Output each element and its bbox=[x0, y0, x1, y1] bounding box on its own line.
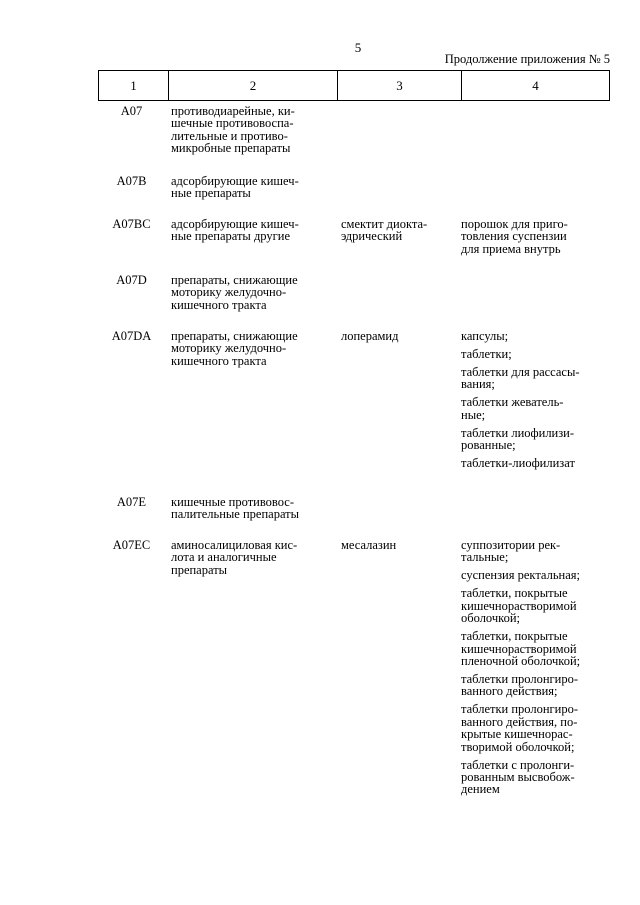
table-row bbox=[98, 274, 610, 311]
dosage-form-line: рованным высвобож- bbox=[461, 770, 575, 785]
dosage-form-line: таблетки жеватель- bbox=[461, 395, 564, 410]
description-line: микробные препараты bbox=[171, 141, 291, 156]
description-line: препараты, снижающие bbox=[171, 329, 298, 343]
table-row bbox=[98, 496, 610, 521]
dosage-form-line: таблетки пролонгиро- bbox=[461, 702, 579, 717]
dosage-form bbox=[461, 673, 610, 698]
dosage-form-line: творимой оболочкой; bbox=[461, 739, 575, 754]
table-row bbox=[98, 218, 610, 261]
dosage-form bbox=[461, 427, 610, 452]
dosage-form-line: суппозитории рек- bbox=[461, 538, 561, 552]
page-number: 5 bbox=[354, 40, 362, 55]
dosage-form-line: оболочкой; bbox=[461, 611, 520, 626]
dosage-form-line: таблетки, покрытые bbox=[461, 629, 568, 644]
table-row bbox=[98, 539, 610, 801]
dosage-form-line: суспензия ректальная; bbox=[461, 568, 580, 583]
group-description bbox=[167, 175, 335, 200]
group-description bbox=[167, 330, 335, 475]
drug-name bbox=[335, 218, 458, 261]
atc-code: A07EC bbox=[112, 538, 151, 552]
table-row bbox=[98, 105, 610, 155]
header-col-4: 4 bbox=[532, 77, 539, 93]
drug-name bbox=[335, 330, 458, 475]
dosage-form-line: товления суспензии bbox=[461, 229, 567, 244]
description-line: палительные препараты bbox=[171, 507, 300, 522]
dosage-forms bbox=[458, 330, 610, 475]
dosage-form bbox=[461, 569, 610, 581]
description-line: адсорбирующие кишеч- bbox=[171, 217, 299, 231]
dosage-form bbox=[461, 587, 610, 624]
group-description bbox=[167, 274, 335, 311]
dosage-forms bbox=[458, 105, 610, 155]
description-line: аминосалициловая кис- bbox=[171, 538, 298, 552]
dosage-form-line: кишечнорастворимой bbox=[461, 641, 577, 656]
dosage-form-line: ванного действия; bbox=[461, 684, 558, 699]
dosage-form-line: тальные; bbox=[461, 550, 509, 565]
dosage-form-line: капсулы; bbox=[461, 329, 509, 343]
dosage-form bbox=[461, 759, 610, 796]
dosage-form bbox=[461, 330, 610, 342]
dosage-form-line: для приема внутрь bbox=[461, 241, 561, 256]
dosage-form bbox=[461, 348, 610, 360]
description-line: лота и аналогичные bbox=[171, 550, 277, 565]
dosage-form-line: рованные; bbox=[461, 438, 516, 453]
description-line: лительные и противо- bbox=[171, 128, 288, 143]
group-description bbox=[167, 496, 335, 521]
dosage-form-line: таблетки-лиофилизат bbox=[461, 456, 575, 471]
description-line: препараты bbox=[171, 562, 228, 577]
description-line: препараты, снижающие bbox=[171, 273, 298, 287]
dosage-form bbox=[461, 539, 610, 564]
drug-name-line: смектит диокта- bbox=[341, 217, 428, 231]
header-col-3: 3 bbox=[338, 71, 462, 100]
dosage-form bbox=[461, 457, 610, 469]
dosage-form-line: таблетки с пролонги- bbox=[461, 757, 575, 772]
description-line: моторику желудочно- bbox=[171, 341, 287, 356]
atc-code: A07 bbox=[120, 104, 143, 118]
description-line: ные препараты bbox=[171, 186, 251, 201]
dosage-form-line: крытые кишечнорас- bbox=[461, 727, 573, 742]
drug-name bbox=[335, 274, 458, 311]
drug-name bbox=[335, 105, 458, 155]
dosage-form-line: таблетки; bbox=[461, 347, 512, 361]
dosage-form-line: кишечнорастворимой bbox=[461, 598, 577, 613]
dosage-form-line: таблетки, покрытые bbox=[461, 586, 568, 601]
dosage-forms bbox=[458, 274, 610, 311]
group-description bbox=[167, 218, 335, 261]
dosage-form-line: ванного действия, по- bbox=[461, 714, 578, 729]
group-description bbox=[167, 105, 335, 155]
drug-name-line: месалазин bbox=[341, 538, 397, 552]
dosage-form-line: дением bbox=[461, 782, 500, 797]
dosage-form-line: порошок для приго- bbox=[461, 217, 568, 231]
dosage-form bbox=[461, 703, 610, 753]
table-row bbox=[98, 175, 610, 200]
drug-name-line: эдрический bbox=[341, 229, 403, 244]
group-description bbox=[167, 539, 335, 801]
dosage-form bbox=[461, 630, 610, 667]
dosage-form bbox=[461, 396, 610, 421]
dosage-form-line: ные; bbox=[461, 407, 486, 422]
drug-name bbox=[335, 539, 458, 801]
dosage-forms bbox=[458, 218, 610, 261]
header-col-1: 1 bbox=[99, 71, 169, 100]
description-line: кишечного тракта bbox=[171, 353, 267, 368]
atc-code: A07BC bbox=[112, 217, 151, 231]
description-line: шечные противовоспа- bbox=[171, 116, 294, 131]
description-line: ные препараты другие bbox=[171, 229, 291, 244]
description-line: моторику желудочно- bbox=[171, 285, 287, 300]
dosage-forms bbox=[458, 539, 610, 801]
dosage-form-line: таблетки лиофилизи- bbox=[461, 425, 575, 440]
table-header bbox=[98, 70, 610, 101]
description-line: противодиарейные, ки- bbox=[171, 104, 295, 118]
description-line: кишечные противовос- bbox=[171, 495, 295, 509]
dosage-form bbox=[461, 366, 610, 391]
description-line: адсорбирующие кишеч- bbox=[171, 174, 299, 188]
description-line: кишечного тракта bbox=[171, 297, 267, 312]
table-row bbox=[98, 330, 610, 475]
drug-name bbox=[335, 175, 458, 200]
drug-name bbox=[335, 496, 458, 521]
continuation-note: Продолжение приложения № 5 bbox=[444, 52, 610, 66]
atc-code: A07B bbox=[116, 174, 147, 188]
atc-code: A07DA bbox=[111, 329, 152, 343]
dosage-form-line: вания; bbox=[461, 377, 495, 392]
dosage-form-line: таблетки для рассасы- bbox=[461, 365, 580, 379]
dosage-forms bbox=[458, 496, 610, 521]
drug-name-line: лоперамид bbox=[341, 329, 399, 343]
dosage-form-line: таблетки пролонгиро- bbox=[461, 672, 579, 687]
header-col-2: 2 bbox=[169, 71, 338, 100]
atc-code: A07E bbox=[116, 495, 147, 509]
dosage-forms bbox=[458, 175, 610, 200]
dosage-form-line: пленочной оболочкой; bbox=[461, 654, 581, 669]
dosage-form bbox=[461, 218, 610, 255]
atc-code: A07D bbox=[116, 273, 147, 287]
